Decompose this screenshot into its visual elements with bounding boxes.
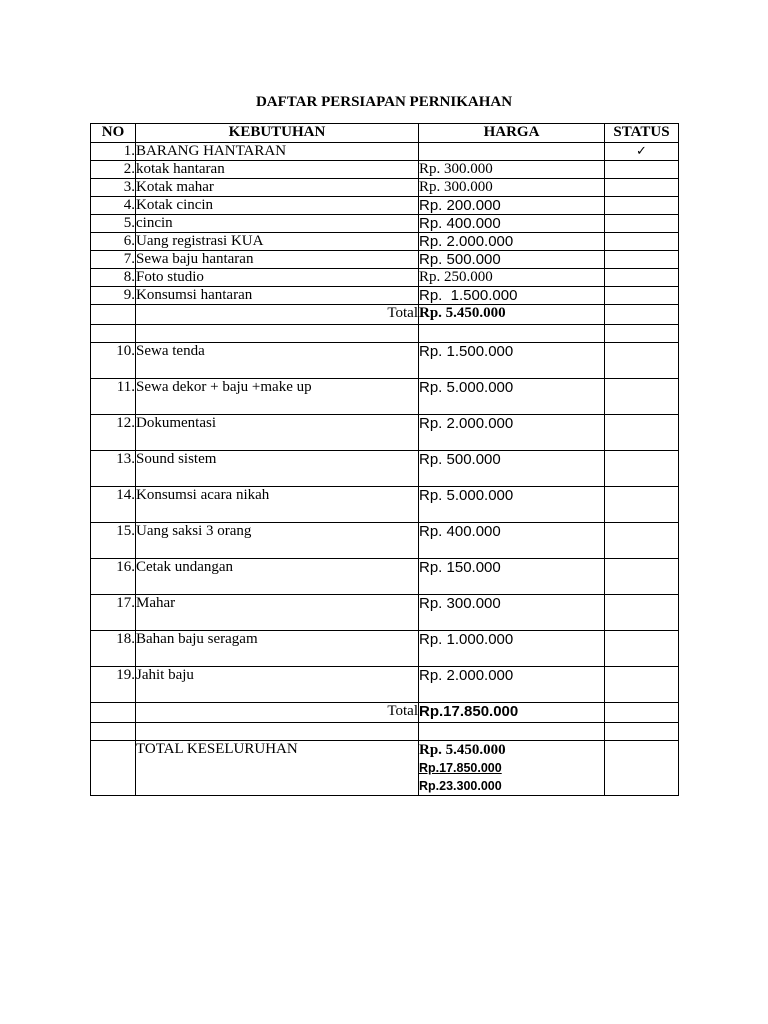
spacer-row — [91, 325, 679, 343]
row-item: Kotak mahar — [136, 179, 419, 197]
row-price: Rp. 300.000 — [419, 161, 605, 179]
row-price: Rp. 400.000 — [419, 523, 605, 559]
grand-total-line-2: Rp.17.850.000 — [419, 761, 502, 775]
row-number: 16. — [91, 559, 136, 595]
row-price: Rp. 2.000.000 — [419, 667, 605, 703]
row-number: 18. — [91, 631, 136, 667]
row-price: Rp. 150.000 — [419, 559, 605, 595]
row-number: 2. — [91, 161, 136, 179]
row-number: 14. — [91, 487, 136, 523]
row-number: 4. — [91, 197, 136, 215]
row-status — [605, 269, 679, 287]
row-item: Jahit baju — [136, 667, 419, 703]
row-item: Sound sistem — [136, 451, 419, 487]
row-number: 3. — [91, 179, 136, 197]
row-number: 13. — [91, 451, 136, 487]
row-number: 5. — [91, 215, 136, 233]
checkmark-icon: ✓ — [636, 144, 647, 159]
table-row — [91, 451, 679, 487]
grand-total-line-3: Rp.23.300.000 — [419, 779, 502, 793]
table-row — [91, 197, 679, 215]
row-item: Bahan baju seragam — [136, 631, 419, 667]
row-price: Rp. 1.500.000 — [419, 287, 605, 305]
row-item: Sewa dekor + baju +make up — [136, 379, 419, 415]
row-status — [605, 197, 679, 215]
row-status — [605, 179, 679, 197]
row-status — [605, 143, 679, 161]
table-row — [91, 179, 679, 197]
row-number: 7. — [91, 251, 136, 269]
row-number: 17. — [91, 595, 136, 631]
row-price: Rp. 250.000 — [419, 269, 605, 287]
preparation-table — [90, 123, 679, 796]
table-row — [91, 379, 679, 415]
row-price: Rp. 300.000 — [419, 179, 605, 197]
row-price: Rp. 500.000 — [419, 251, 605, 269]
grand-total-row — [91, 741, 679, 796]
header-kebutuhan: KEBUTUHAN — [136, 124, 419, 143]
row-status — [605, 415, 679, 451]
table-row — [91, 343, 679, 379]
header-status: STATUS — [605, 124, 679, 143]
row-price: Rp. 5.000.000 — [419, 379, 605, 415]
empty-cell — [91, 325, 136, 343]
grand-total-label: TOTAL KESELURUHAN — [136, 741, 419, 796]
row-price: Rp. 1.500.000 — [419, 343, 605, 379]
row-status — [605, 233, 679, 251]
empty-cell — [91, 741, 136, 796]
row-number: 19. — [91, 667, 136, 703]
row-number: 12. — [91, 415, 136, 451]
table-header-row — [91, 124, 679, 143]
table-row — [91, 269, 679, 287]
row-item: Sewa tenda — [136, 343, 419, 379]
row-item: Dokumentasi — [136, 415, 419, 451]
row-item: BARANG HANTARAN — [136, 143, 419, 161]
row-number: 9. — [91, 287, 136, 305]
empty-cell — [605, 325, 679, 343]
empty-cell — [91, 305, 136, 325]
empty-cell — [605, 741, 679, 796]
section1-total-label: Total — [136, 305, 419, 325]
row-status — [605, 161, 679, 179]
row-item: Konsumsi hantaran — [136, 287, 419, 305]
row-status — [605, 631, 679, 667]
empty-cell — [605, 305, 679, 325]
table-row — [91, 215, 679, 233]
row-item: Uang registrasi KUA — [136, 233, 419, 251]
row-status — [605, 667, 679, 703]
document-title: DAFTAR PERSIAPAN PERNIKAHAN — [255, 94, 513, 110]
row-price: Rp. 5.000.000 — [419, 487, 605, 523]
row-status — [605, 287, 679, 305]
table-row — [91, 161, 679, 179]
table-row — [91, 595, 679, 631]
table-row — [91, 251, 679, 269]
row-price — [419, 143, 605, 161]
table-row — [91, 523, 679, 559]
empty-cell — [605, 703, 679, 723]
row-item: kotak hantaran — [136, 161, 419, 179]
row-price: Rp. 300.000 — [419, 595, 605, 631]
row-item: Foto studio — [136, 269, 419, 287]
header-no: NO — [91, 124, 136, 143]
empty-cell — [91, 723, 136, 741]
row-number: 1. — [91, 143, 136, 161]
table-row — [91, 143, 679, 161]
row-status — [605, 523, 679, 559]
header-harga: HARGA — [419, 124, 605, 143]
empty-cell — [136, 723, 419, 741]
row-number: 10. — [91, 343, 136, 379]
row-item: Uang saksi 3 orang — [136, 523, 419, 559]
spacer-row — [91, 723, 679, 741]
row-price: Rp. 200.000 — [419, 197, 605, 215]
row-status — [605, 251, 679, 269]
row-item: Cetak undangan — [136, 559, 419, 595]
row-item: Kotak cincin — [136, 197, 419, 215]
empty-cell — [91, 703, 136, 723]
table-row — [91, 559, 679, 595]
row-status — [605, 215, 679, 233]
row-item: Mahar — [136, 595, 419, 631]
row-price: Rp. 2.000.000 — [419, 415, 605, 451]
row-item: cincin — [136, 215, 419, 233]
row-status — [605, 559, 679, 595]
row-item: Konsumsi acara nikah — [136, 487, 419, 523]
row-price: Rp. 400.000 — [419, 215, 605, 233]
table-row — [91, 487, 679, 523]
row-status — [605, 343, 679, 379]
table-row — [91, 233, 679, 251]
grand-total-values — [419, 741, 605, 796]
table-row — [91, 667, 679, 703]
section1-total-value: Rp. 5.450.000 — [419, 305, 605, 325]
section1-total-row — [91, 305, 679, 325]
section2-total-row — [91, 703, 679, 723]
row-number: 15. — [91, 523, 136, 559]
row-price: Rp. 1.000.000 — [419, 631, 605, 667]
table-row — [91, 415, 679, 451]
row-status — [605, 451, 679, 487]
row-number: 11. — [91, 379, 136, 415]
table-row — [91, 631, 679, 667]
row-price: Rp. 2.000.000 — [419, 233, 605, 251]
empty-cell — [419, 723, 605, 741]
section2-total-value: Rp.17.850.000 — [419, 703, 605, 723]
row-status — [605, 487, 679, 523]
grand-total-line-1: Rp. 5.450.000 — [419, 742, 506, 758]
row-price: Rp. 500.000 — [419, 451, 605, 487]
table-row — [91, 287, 679, 305]
empty-cell — [605, 723, 679, 741]
row-status — [605, 595, 679, 631]
section2-total-label: Total — [136, 703, 419, 723]
empty-cell — [136, 325, 419, 343]
row-number: 8. — [91, 269, 136, 287]
row-item: Sewa baju hantaran — [136, 251, 419, 269]
row-status — [605, 379, 679, 415]
empty-cell — [419, 325, 605, 343]
row-number: 6. — [91, 233, 136, 251]
